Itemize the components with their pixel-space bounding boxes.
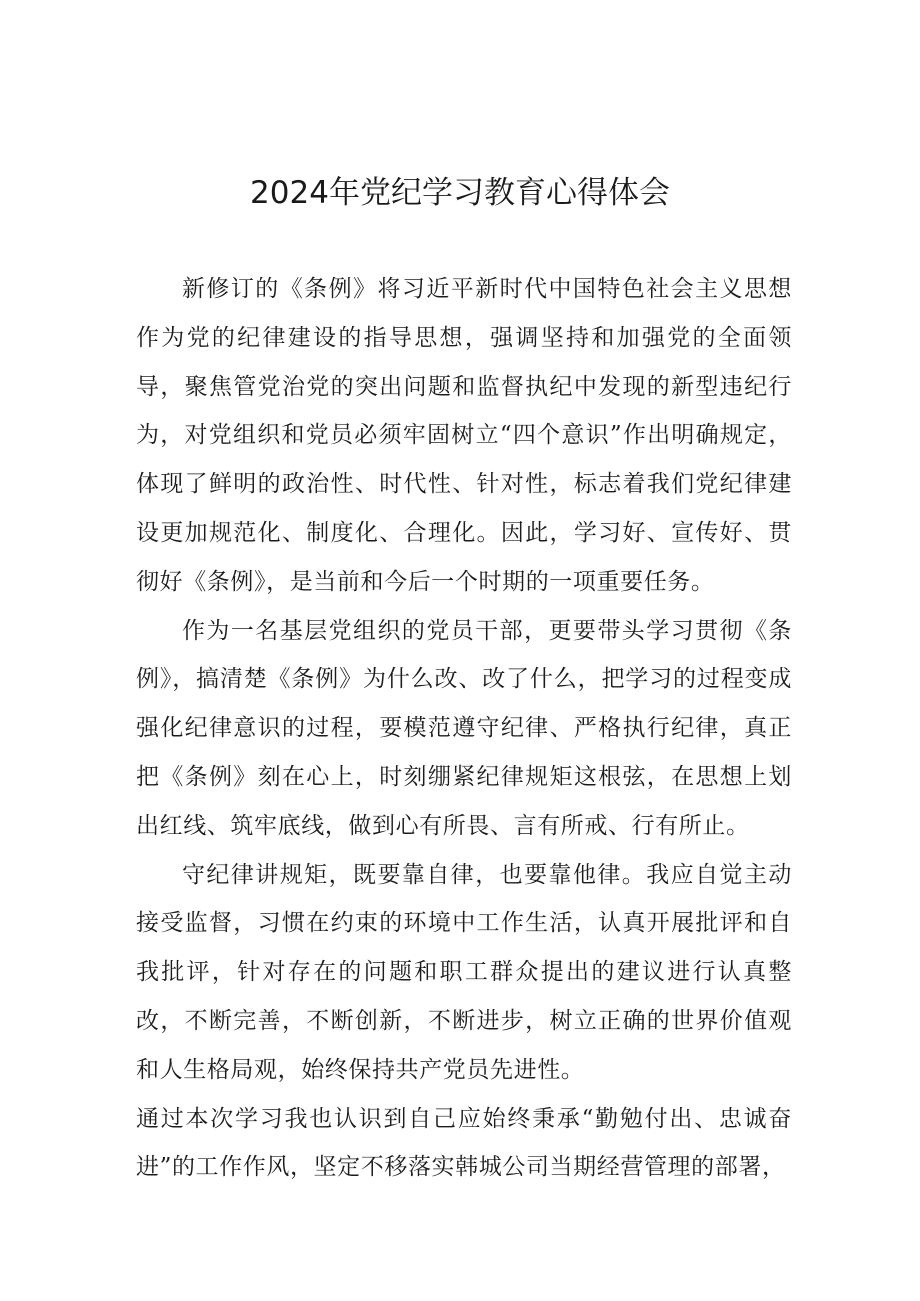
paragraph-1: 新修订的《条例》将习近平新时代中国特色社会主义思想作为党的纪律建设的指导思想，强调坚持和加强党的全面领导，聚焦管党治党的突出问题和监督执纪中发现的新型违纪行为，对党组织和党员必须牢固树立“四个意识”作出明确规定，体现了鲜明的政治性、时代性、针对性，标志着我们党纪律建设更加规范化、制度化、合理化。因此，学习好、宣传好、贯彻好《条例》，是当前和今后一个时期的一项重要任务。 [136,276,792,595]
document-title: 2024年党纪学习教育心得体会 [250,175,670,211]
paragraph-4: 通过本次学习我也认识到自己应始终秉承“勤勉付出、忠诚奋进”的工作作风，坚定不移落实韩城公司当期经营管理的部署， [136,1105,792,1181]
document-body [136,265,792,1192]
paragraph-3: 守纪律讲规矩，既要靠自律，也要靠他律。我应自觉主动接受监督，习惯在约束的环境中工作生活，认真开展批评和自我批评，针对存在的问题和职工群众提出的建议进行认真整改，不断完善，不断创新，不断进步，树立正确的世界价值观和人生格局观，始终保持共产党员先进性。 [136,861,792,1083]
paragraph-2: 作为一名基层党组织的党员干部，更要带头学习贯彻《条例》，搞清楚《条例》为什么改、改了什么，把学习的过程变成强化纪律意识的过程，要模范遵守纪律、严格执行纪律，真正把《条例》刻在心上，时刻绷紧纪律规矩这根弦，在思想上划出红线、筑牢底线，做到心有所畏、言有所戒、行有所止。 [136,617,792,839]
